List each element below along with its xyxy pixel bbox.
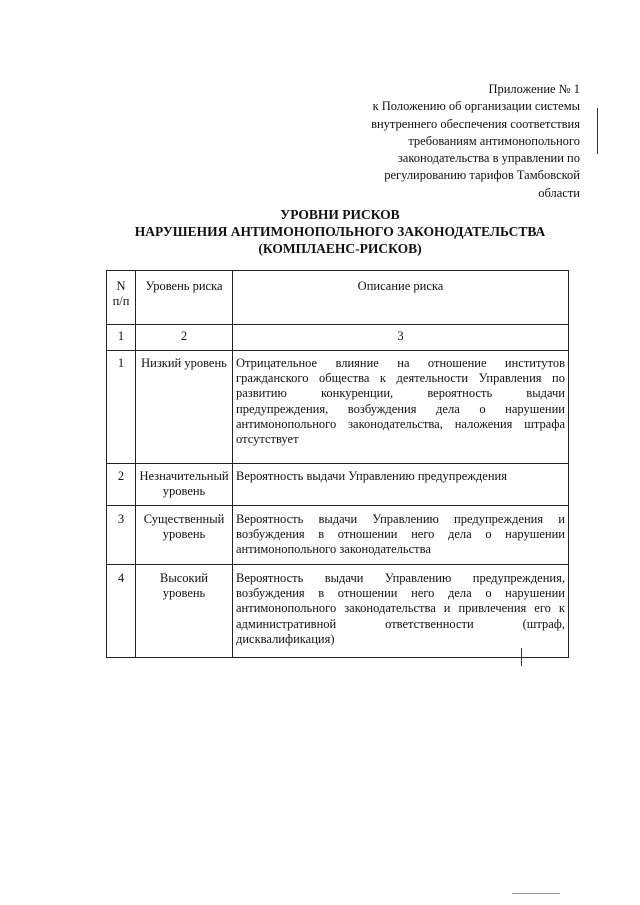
risk-description: Вероятность выдачи Управлению предупреждения xyxy=(233,464,569,506)
appendix-line: регулированию тарифов Тамбовской xyxy=(384,168,580,183)
risk-levels-table xyxy=(106,270,569,658)
row-number: 2 xyxy=(107,464,136,506)
scan-artifact xyxy=(521,648,522,666)
risk-level: Высокий уровень xyxy=(136,565,233,658)
header-level: Уровень риска xyxy=(136,271,233,325)
risk-description: Вероятность выдачи Управлению предупреждения и возбуждения в отношении него дела о нарушении антимонопольного законодательства xyxy=(233,506,569,565)
appendix-line: законодательства в управлении по xyxy=(397,151,580,166)
header-description: Описание риска xyxy=(233,271,569,325)
header-number: N п/п xyxy=(107,271,136,325)
column-number: 2 xyxy=(136,325,233,351)
scan-artifact xyxy=(597,108,598,154)
risk-description: Отрицательное влияние на отношение институтов гражданского общества к деятельности Управления по развитию конкуренции, вероятность выдачи предупреждения, возбуждения дела о нарушении антимонопольного законодательства, наложения штрафа отсутствует xyxy=(233,351,569,464)
column-number: 3 xyxy=(233,325,569,351)
risk-level: Незначительный уровень xyxy=(136,464,233,506)
risk-description: Вероятность выдачи Управлению предупреждения, возбуждения в отношении него дела о нарушении антимонопольного законодательства и привлечения его к административной ответственности (штраф, дисквалификация) xyxy=(233,565,569,658)
title-line: (КОМПЛАЕНС-РИСКОВ) xyxy=(258,241,422,256)
table-header-row xyxy=(107,271,569,325)
appendix-reference xyxy=(320,81,580,202)
appendix-line: Приложение № 1 xyxy=(488,82,580,96)
title-line: НАРУШЕНИЯ АНТИМОНОПОЛЬНОГО ЗАКОНОДАТЕЛЬСТВА xyxy=(134,224,546,239)
scan-artifact xyxy=(512,893,560,894)
appendix-line: требованиям антимонопольного xyxy=(408,133,580,148)
row-number: 1 xyxy=(107,351,136,464)
table-row xyxy=(107,565,569,658)
table-row xyxy=(107,506,569,565)
document-title xyxy=(100,206,580,257)
table-row xyxy=(107,464,569,506)
table-row xyxy=(107,351,569,464)
appendix-line: к Положению об организации системы xyxy=(372,99,580,114)
column-number: 1 xyxy=(107,325,136,351)
row-number: 4 xyxy=(107,565,136,658)
title-line: УРОВНИ РИСКОВ xyxy=(280,207,400,222)
risk-level: Низкий уровень xyxy=(136,351,233,464)
row-number: 3 xyxy=(107,506,136,565)
column-number-row xyxy=(107,325,569,351)
appendix-line: внутреннего обеспечения соответствия xyxy=(371,116,580,131)
appendix-line: области xyxy=(538,185,580,200)
risk-level: Существенный уровень xyxy=(136,506,233,565)
